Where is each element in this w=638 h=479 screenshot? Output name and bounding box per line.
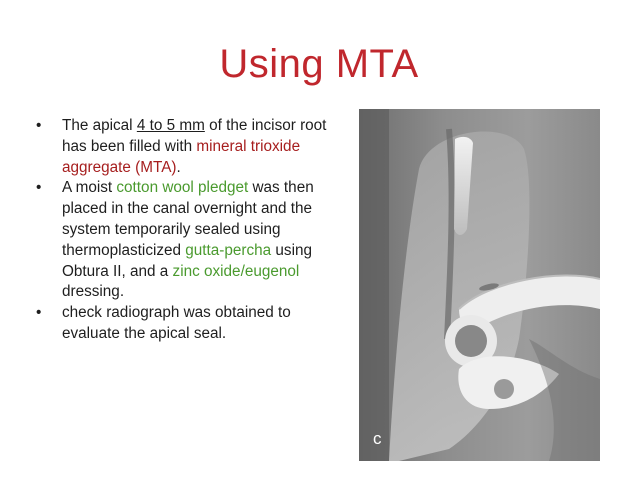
bullet2-gutta-term: gutta-percha (185, 241, 272, 259)
bullet-list (36, 116, 348, 345)
bullet2-pledget-term: cotton wool pledget (116, 179, 249, 197)
bullet2-text-c: using Obtura II, and a (62, 241, 312, 280)
bullet1-text-c: . (176, 158, 181, 176)
bullet3-text: check radiograph was obtained to evaluate the apical seal. (62, 304, 291, 342)
radiograph-drawing (359, 109, 600, 461)
bullet2-text-b: was then placed in the canal overnight and the system temporarily sealed using thermoplasticized (62, 179, 314, 259)
bullet-item-2 (36, 178, 348, 303)
panel-label: c (373, 429, 382, 448)
bullet2-text-a: A moist (62, 179, 117, 197)
bullet1-measurement: 4 to 5 mm (136, 117, 205, 134)
bullet-item-1 (36, 116, 348, 178)
bullet1-text-b: of the incisor root has been filled with (62, 117, 327, 155)
bullet1-text-a: The apical (62, 117, 137, 134)
radiograph-image (359, 109, 600, 461)
bullet2-zinc-term: zinc oxide/eugenol (172, 262, 300, 280)
bullet-item-3 (36, 303, 348, 345)
slide-title: Using MTA (219, 42, 419, 86)
bullet1-mta-term: mineral trioxide aggregate (MTA) (62, 137, 301, 176)
bullet2-text-d: dressing. (62, 283, 125, 301)
